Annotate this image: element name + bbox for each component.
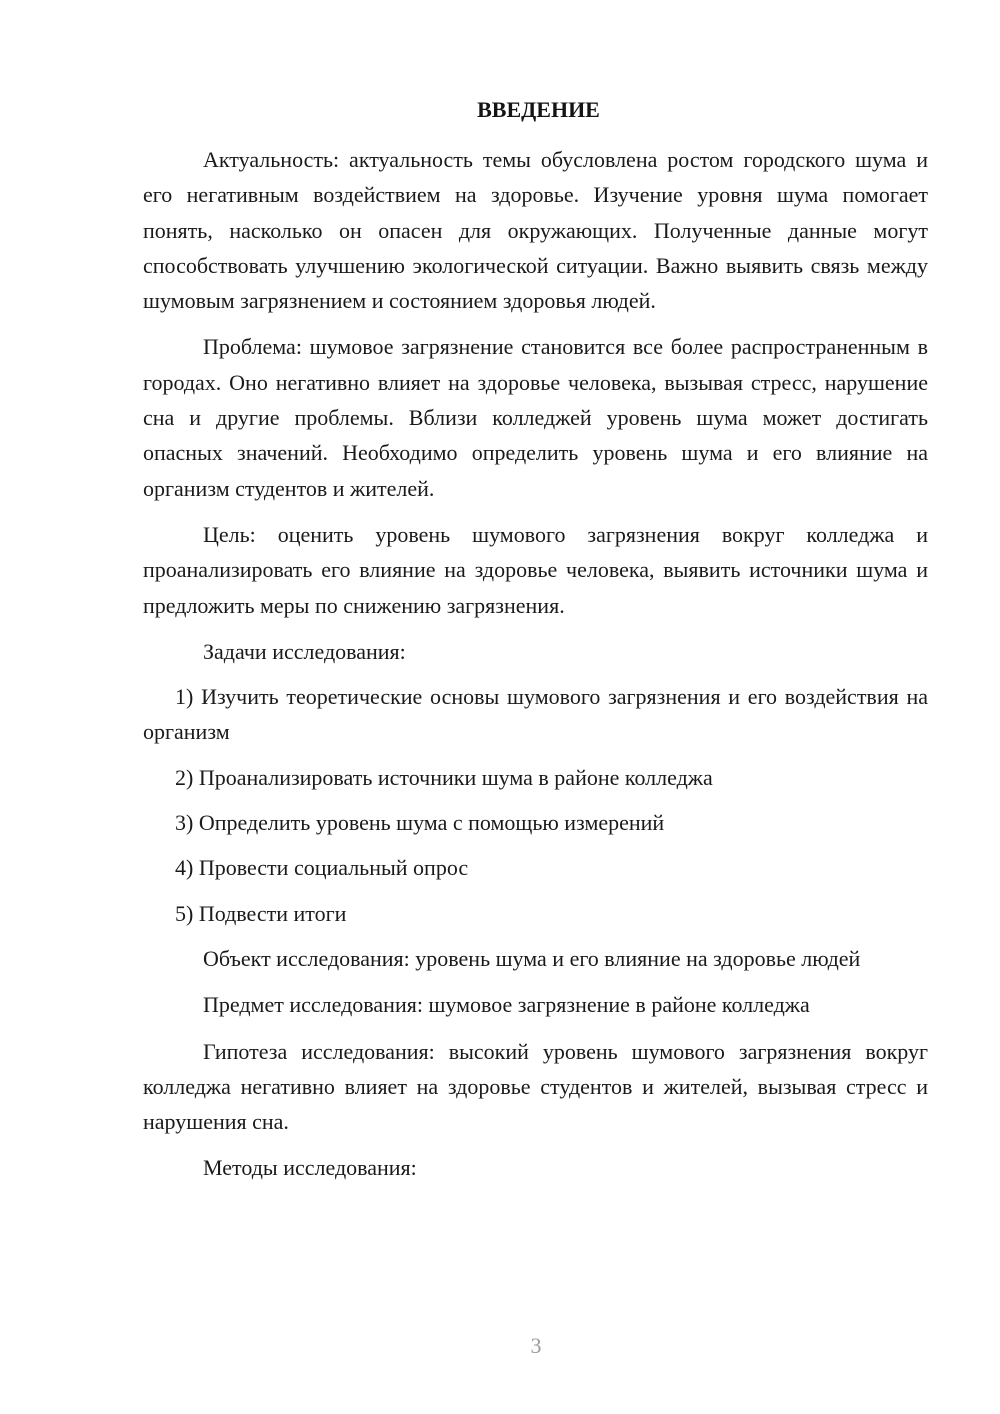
paragraph-goal: Цель: оценить уровень шумового загрязнения вокруг колледжа и проанализировать его влияние на здоровье человека, выявить источники шума и предложить меры по снижению загрязнения.: [143, 521, 928, 618]
paragraph-problem: Проблема: шумовое загрязнение становится все более распространенным в городах. Оно негативно влияет на здоровье человека, вызывая стресс, нарушение сна и другие проблемы. Вблизи колледжей уровень шума может достигать опасных значений. Необходимо определить уровень шума и его влияние на организм студентов и жителей.: [143, 334, 928, 501]
task-item-4: 4) Провести социальный опрос: [175, 855, 469, 881]
task-item-1: 1) Изучить теоретические основы шумового загрязнения и его воздействия на организм: [143, 684, 928, 745]
task-item-3: 3) Определить уровень шума с помощью измерений: [175, 810, 665, 836]
paragraph-relevance: Актуальность: актуальность темы обусловлена ростом городского шума и его негативным воздействием на здоровье. Изучение уровня шума помогает понять, насколько он опасен для окружающих. Полученные данные могут способствовать улучшению экологической ситуации. Важно выявить связь между шумовым загрязнением и состоянием здоровья людей.: [143, 147, 928, 314]
page-number: 3: [530, 1333, 542, 1358]
paragraph-hypothesis: Гипотеза исследования: высокий уровень шумового загрязнения вокруг колледжа негативно влияет на здоровье студентов и жителей, вызывая стресс и нарушения сна.: [143, 1038, 928, 1135]
paragraph-object: Объект исследования: уровень шума и его влияние на здоровье людей: [203, 945, 861, 971]
task-item-2: 2) Проанализировать источники шума в районе колледжа: [175, 764, 713, 790]
paragraph-subject: Предмет исследования: шумовое загрязнение в районе колледжа: [203, 992, 810, 1018]
task-item-5: 5) Подвести итоги: [175, 900, 347, 926]
tasks-title: Задачи исследования:: [203, 638, 406, 664]
document-page: [143, 92, 928, 1197]
section-heading: ВВЕДЕНИЕ: [477, 97, 600, 122]
methods-title: Методы исследования:: [203, 1155, 417, 1181]
